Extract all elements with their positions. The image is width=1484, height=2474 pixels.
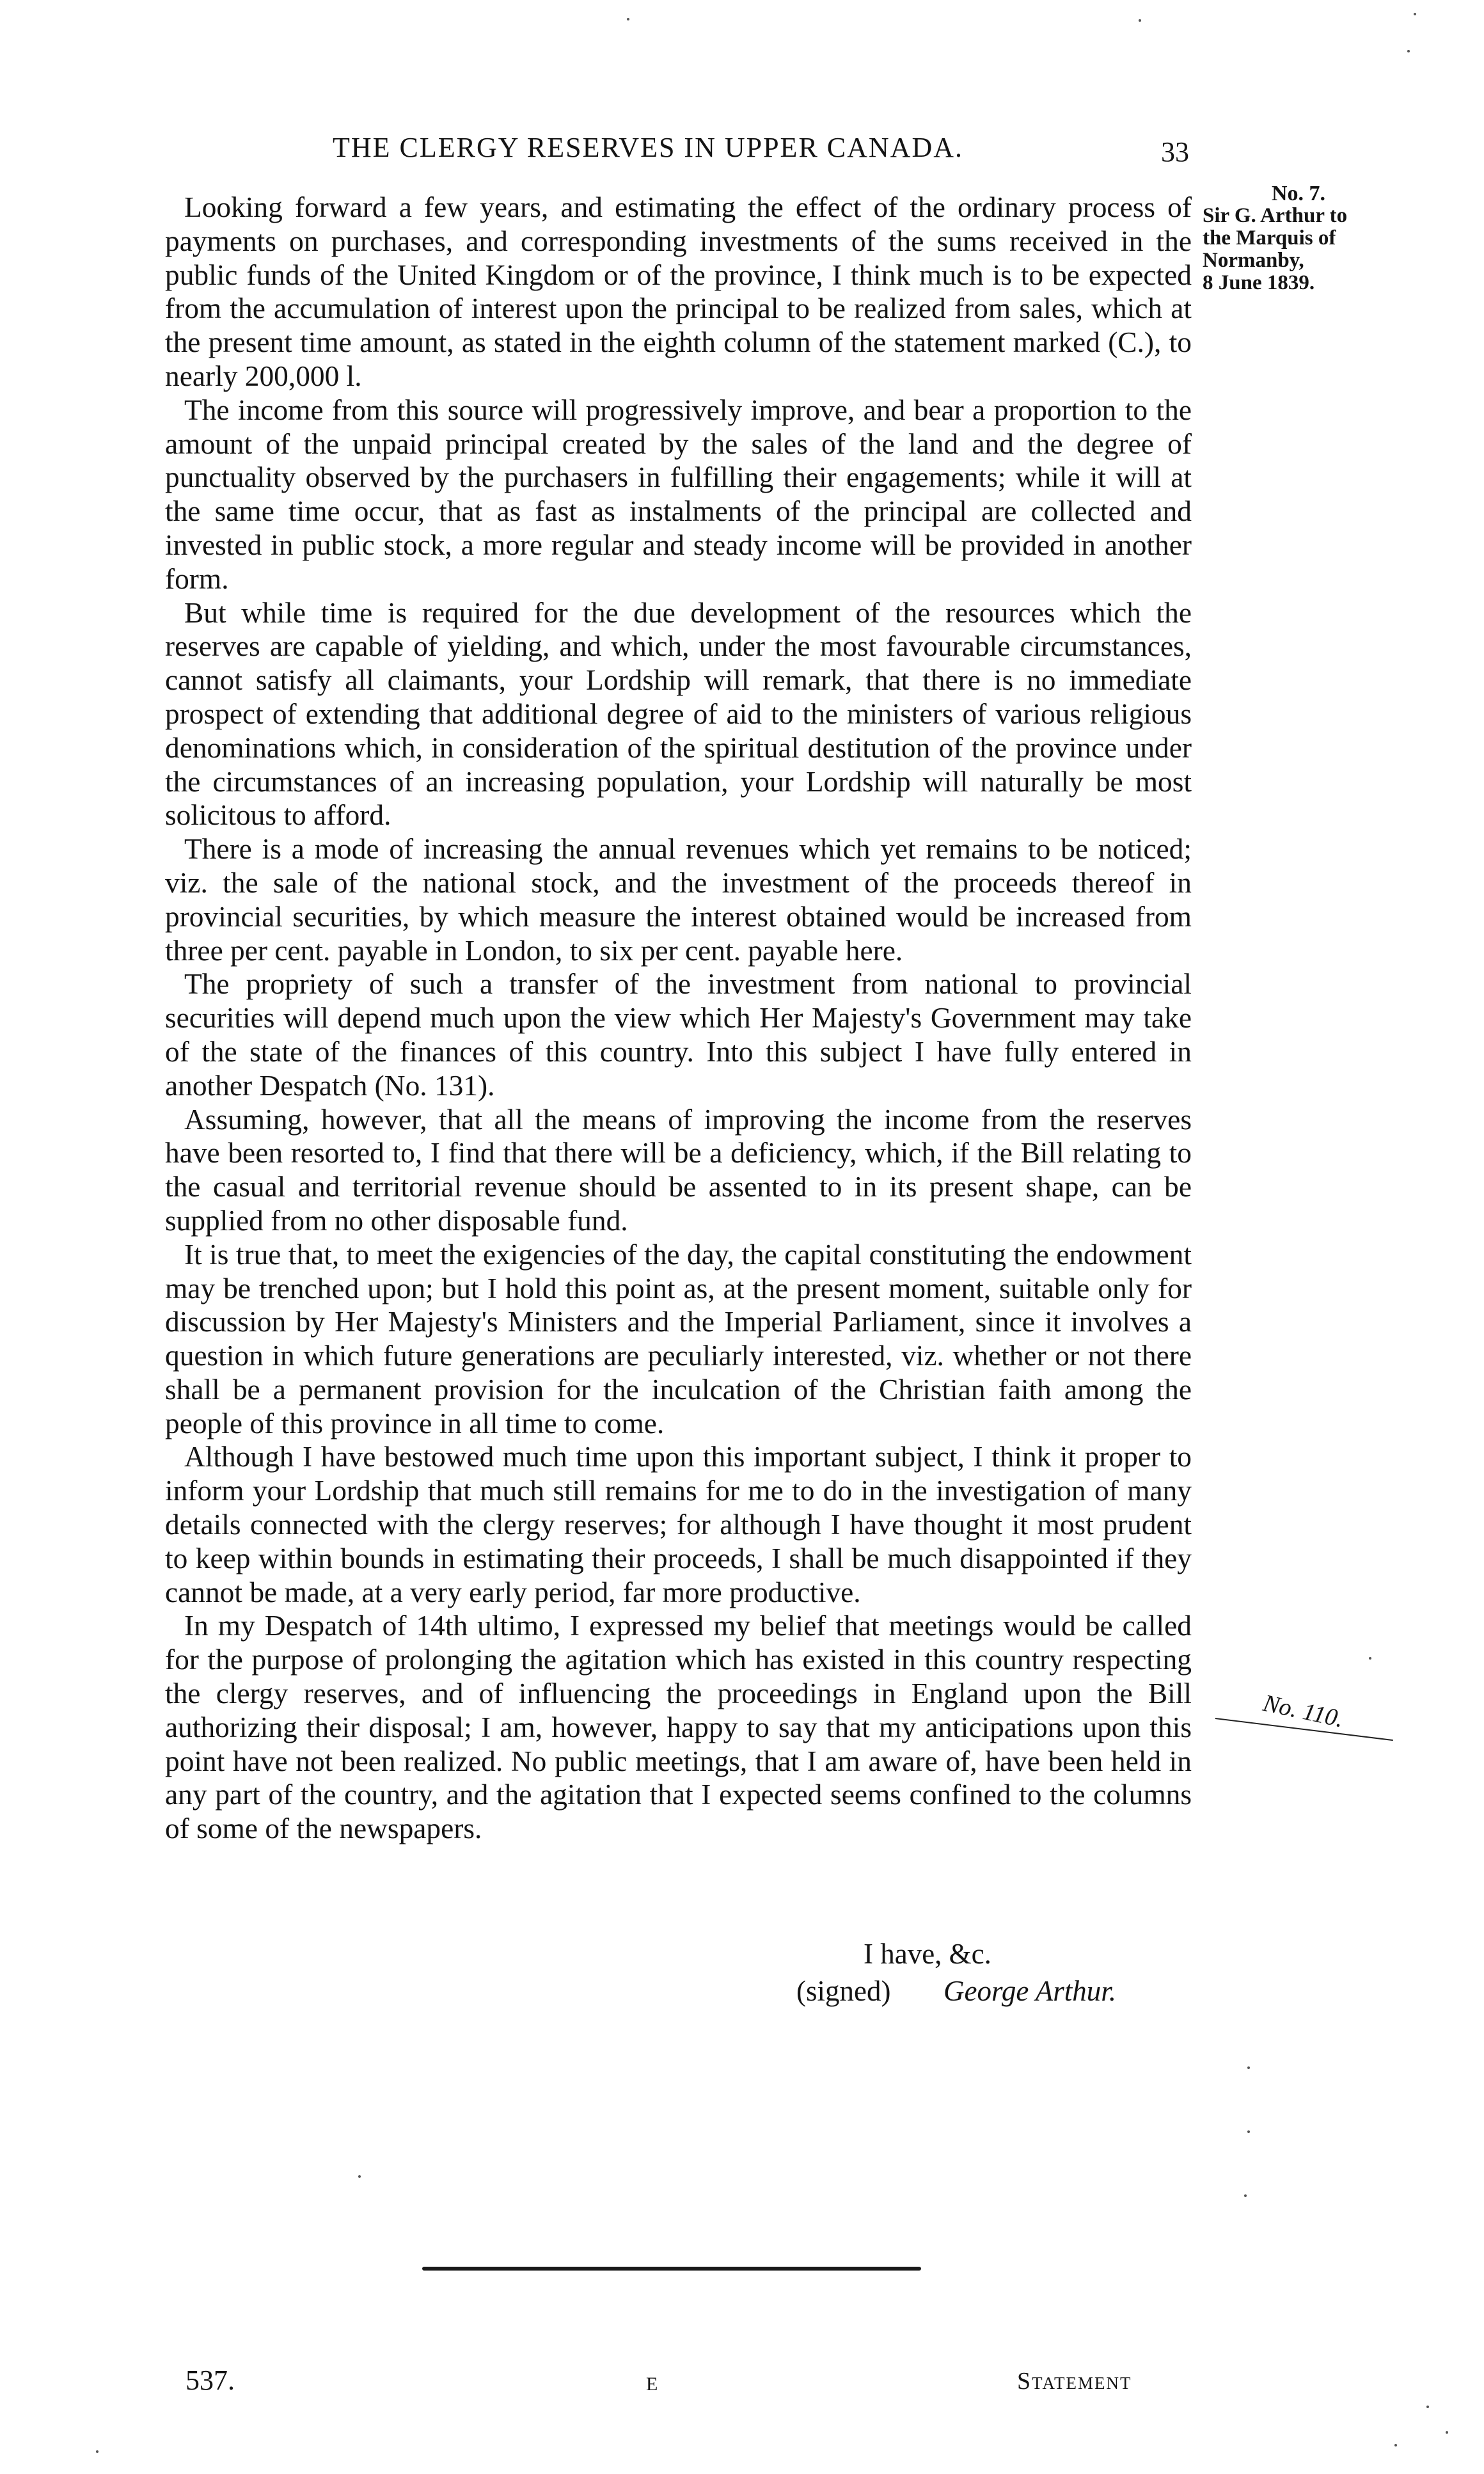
margin-note-line: Sir G. Arthur to xyxy=(1203,204,1348,227)
page-number: 33 xyxy=(1161,136,1189,168)
scan-speck xyxy=(627,18,629,20)
scan-speck xyxy=(1446,2431,1448,2434)
scan-speck xyxy=(1139,19,1141,22)
margin-note-line: the Marquis of xyxy=(1203,226,1336,250)
margin-note-line: 8 June 1839. xyxy=(1203,271,1315,294)
sign-off xyxy=(796,1935,1193,2010)
signatory-name: George Arthur. xyxy=(943,1975,1116,2007)
paragraph: Assuming, however, that all the means of improving the income from the reserves have been resorted to, I find that there will be a deficiency, which, if the Bill relating to the casual and territorial revenue should be assented to in its present shape, can be supplied from no other disposable fund. xyxy=(165,1103,1192,1237)
scan-speck xyxy=(1369,1657,1371,1660)
scan-speck xyxy=(1414,13,1416,15)
scan-speck xyxy=(96,2450,99,2453)
paragraph: Looking forward a few years, and estimating the effect of the ordinary process of payments on purchases, and corresponding investments of the sums received in the public funds of the United Kingdom or of the province, I think much is to be expected from the accumulation of interest upon the principal to be realized from sales, which at the present time amount, as stated in the eighth column of the statement marked (C.), to nearly 200,000 l. xyxy=(165,191,1192,392)
closing-salutation: I have, &c. xyxy=(864,1938,991,1970)
catchword: Statement xyxy=(1017,2368,1132,2395)
scan-speck xyxy=(1247,2130,1250,2133)
paragraph: In my Despatch of 14th ultimo, I expressed my belief that meetings would be called for the purpose of prolonging the agitation which has existed in this country respecting the clergy reserves, and of influencing the proceedings in England upon the Bill authorizing their disposal; I am, however, happy to say that my anticipations upon this point have not been realized. No public meetings, that I am aware of, have been held in any part of the country, and the agitation that I expected seems confined to the columns of some of the newspapers. xyxy=(165,1610,1192,1845)
paragraph: The propriety of such a transfer of the investment from national to provincial securities will depend much upon the view which Her Majesty's Government may take of the state of the finances of this country. Into this subject I have fully entered in another Despatch (No. 131). xyxy=(165,968,1192,1102)
margin-note-number: No. 7. xyxy=(1271,182,1326,205)
signature-letter: E xyxy=(646,2374,658,2395)
scan-speck xyxy=(1244,2194,1247,2197)
paragraph: But while time is required for the due development of the resources which the reserves are capable of yielding, and which, under the most favourable circumstances, cannot satisfy all claimants, your Lordship will remark, that there is no immediate prospect of extending that additional degree of aid to the ministers of various religious denominations which, in consideration of the spiritual destitution of the province under the circumstances of an increasing population, your Lordship will naturally be most solicitous to afford. xyxy=(165,596,1192,832)
margin-note xyxy=(1203,182,1394,294)
scan-speck xyxy=(1426,2406,1429,2408)
side-reference-label: No. 110. xyxy=(1261,1689,1346,1733)
scan-speck xyxy=(1407,50,1410,52)
signed-label: (signed) xyxy=(796,1975,891,2007)
paragraph: It is true that, to meet the exigencies of the day, the capital constituting the endowment may be trenched upon; but I hold this point as, at the present moment, suitable only for discussion by Her Majesty's Ministers and the Imperial Parliament, since it involves a question in which future generations are peculiarly interested, viz. whether or not there shall be a permanent provision for the inculcation of the Christian faith among the people of this province in all time to come. xyxy=(165,1238,1192,1439)
scan-speck xyxy=(1247,2066,1250,2069)
body-text xyxy=(165,191,1192,1846)
paragraph: The income from this source will progressively improve, and bear a proportion to the amount of the unpaid principal created by the sales of the land and the degree of punctuality observed by the purchasers in fulfilling their engagements; while it will at the same time occur, that as fast as instalments of the principal are collected and invested in public stock, a more regular and steady income will be provided in another form. xyxy=(165,393,1192,595)
side-reference xyxy=(1215,1689,1394,1766)
margin-note-line: Normanby, xyxy=(1203,249,1304,272)
scan-speck xyxy=(1394,2444,1397,2446)
paragraph: There is a mode of increasing the annual revenues which yet remains to be noticed; viz. the sale of the national stock, and the investment of the proceeds thereof in provincial securities, by which measure the interest obtained would be increased from three per cent. payable in London, to six per cent. payable here. xyxy=(165,833,1192,967)
scan-speck xyxy=(358,2175,361,2178)
signature-mark: 537. xyxy=(186,2365,235,2396)
paragraph: Although I have bestowed much time upon this important subject, I think it proper to inform your Lordship that much still remains for me to do in the investigation of many details connected with the clergy reserves; for although I have thought it most prudent to keep within bounds in estimating their proceeds, I shall be much disappointed if they cannot be made, at a very early period, far more productive. xyxy=(165,1441,1192,1608)
horizontal-rule xyxy=(422,2267,921,2271)
running-title: THE CLERGY RESERVES IN UPPER CANADA. xyxy=(333,132,964,163)
signature-row xyxy=(796,1972,1193,2010)
